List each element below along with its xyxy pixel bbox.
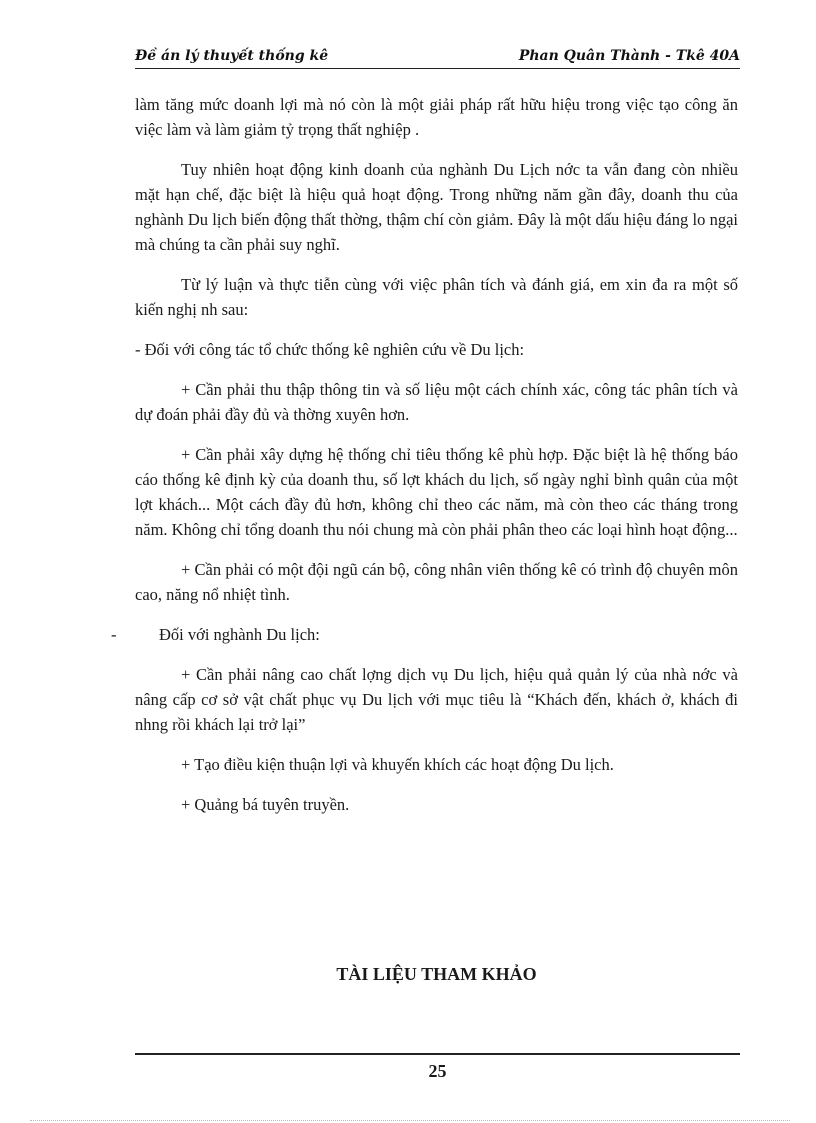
document-body [111, 92, 738, 832]
header-right-author: Phan Quân Thành - Tkê 40A [518, 48, 740, 64]
paragraph-10: + Tạo điều kiện thuận lợi và khuyến khích các hoạt động Du lịch. [181, 755, 614, 774]
page-number: 25 [428, 1061, 447, 1081]
paragraph-8 [111, 622, 738, 647]
paragraph-3: Từ lý luận và thực tiễn cùng với việc phân tích và đánh giá, em xin đa ra một số kiến nghị nh sau: [135, 275, 738, 319]
list-dash: - [111, 625, 117, 644]
page-header [135, 46, 740, 69]
paragraph-5: + Cần phải thu thập thông tin và số liệu một cách chính xác, công tác phân tích và dự đoán phải đầy đủ và thờng xuyên hơn. [135, 380, 738, 424]
header-left-title: Đề án lý thuyết thống kê [135, 48, 329, 64]
footer-divider [135, 1053, 740, 1055]
paragraph-9: + Cần phải nâng cao chất lợng dịch vụ Du lịch, hiệu quả quản lý của nhà nớc và nâng cấp cơ sở vật chất phục vụ Du lịch với mục tiêu là “Khách đến, khách ở, khách đi nhng rồi khách lại trở lại” [135, 665, 738, 734]
paragraph-11: + Quảng bá tuyên truyền. [181, 795, 350, 814]
paragraph-4: - Đối với công tác tổ chức thống kê nghiên cứu về Du lịch: [135, 340, 525, 359]
paragraph-6: + Cần phải xây dựng hệ thống chỉ tiêu thống kê phù hợp. Đặc biệt là hệ thống báo cáo thống kê định kỳ của doanh thu, số lợt khách du lịch, số ngày nghỉ bình quân của một lợt khách... Một cách đầy đủ hơn, không chỉ theo các năm, mà còn theo các tháng trong năm. Không chỉ tổng doanh thu nói chung mà còn phải phân theo các loại hình hoạt động... [135, 445, 738, 539]
page-bottom-border [30, 1120, 790, 1121]
paragraph-7: + Cần phải có một đội ngũ cán bộ, công nhân viên thống kê có trình độ chuyên môn cao, năng nổ nhiệt tình. [135, 560, 738, 604]
paragraph-8-text: Đối với nghành Du lịch: [159, 625, 320, 644]
paragraph-1: làm tăng mức doanh lợi mà nó còn là một giải pháp rất hữu hiệu trong việc tạo công ăn việc làm và làm giảm tỷ trọng thất nghiệp . [135, 95, 738, 139]
paragraph-2: Tuy nhiên hoạt động kinh doanh của nghành Du Lịch nớc ta vẫn đang còn nhiều mặt hạn chế, đặc biệt là hiệu quả hoạt động. Trong những năm gần đây, doanh thu của nghành Du lịch biến động thất thờng, thậm chí còn giảm. Đây là một dấu hiệu đáng lo ngại mà chúng ta cần phải suy nghĩ. [135, 160, 738, 254]
references-title: TÀI LIỆU THAM KHẢO [336, 964, 537, 984]
